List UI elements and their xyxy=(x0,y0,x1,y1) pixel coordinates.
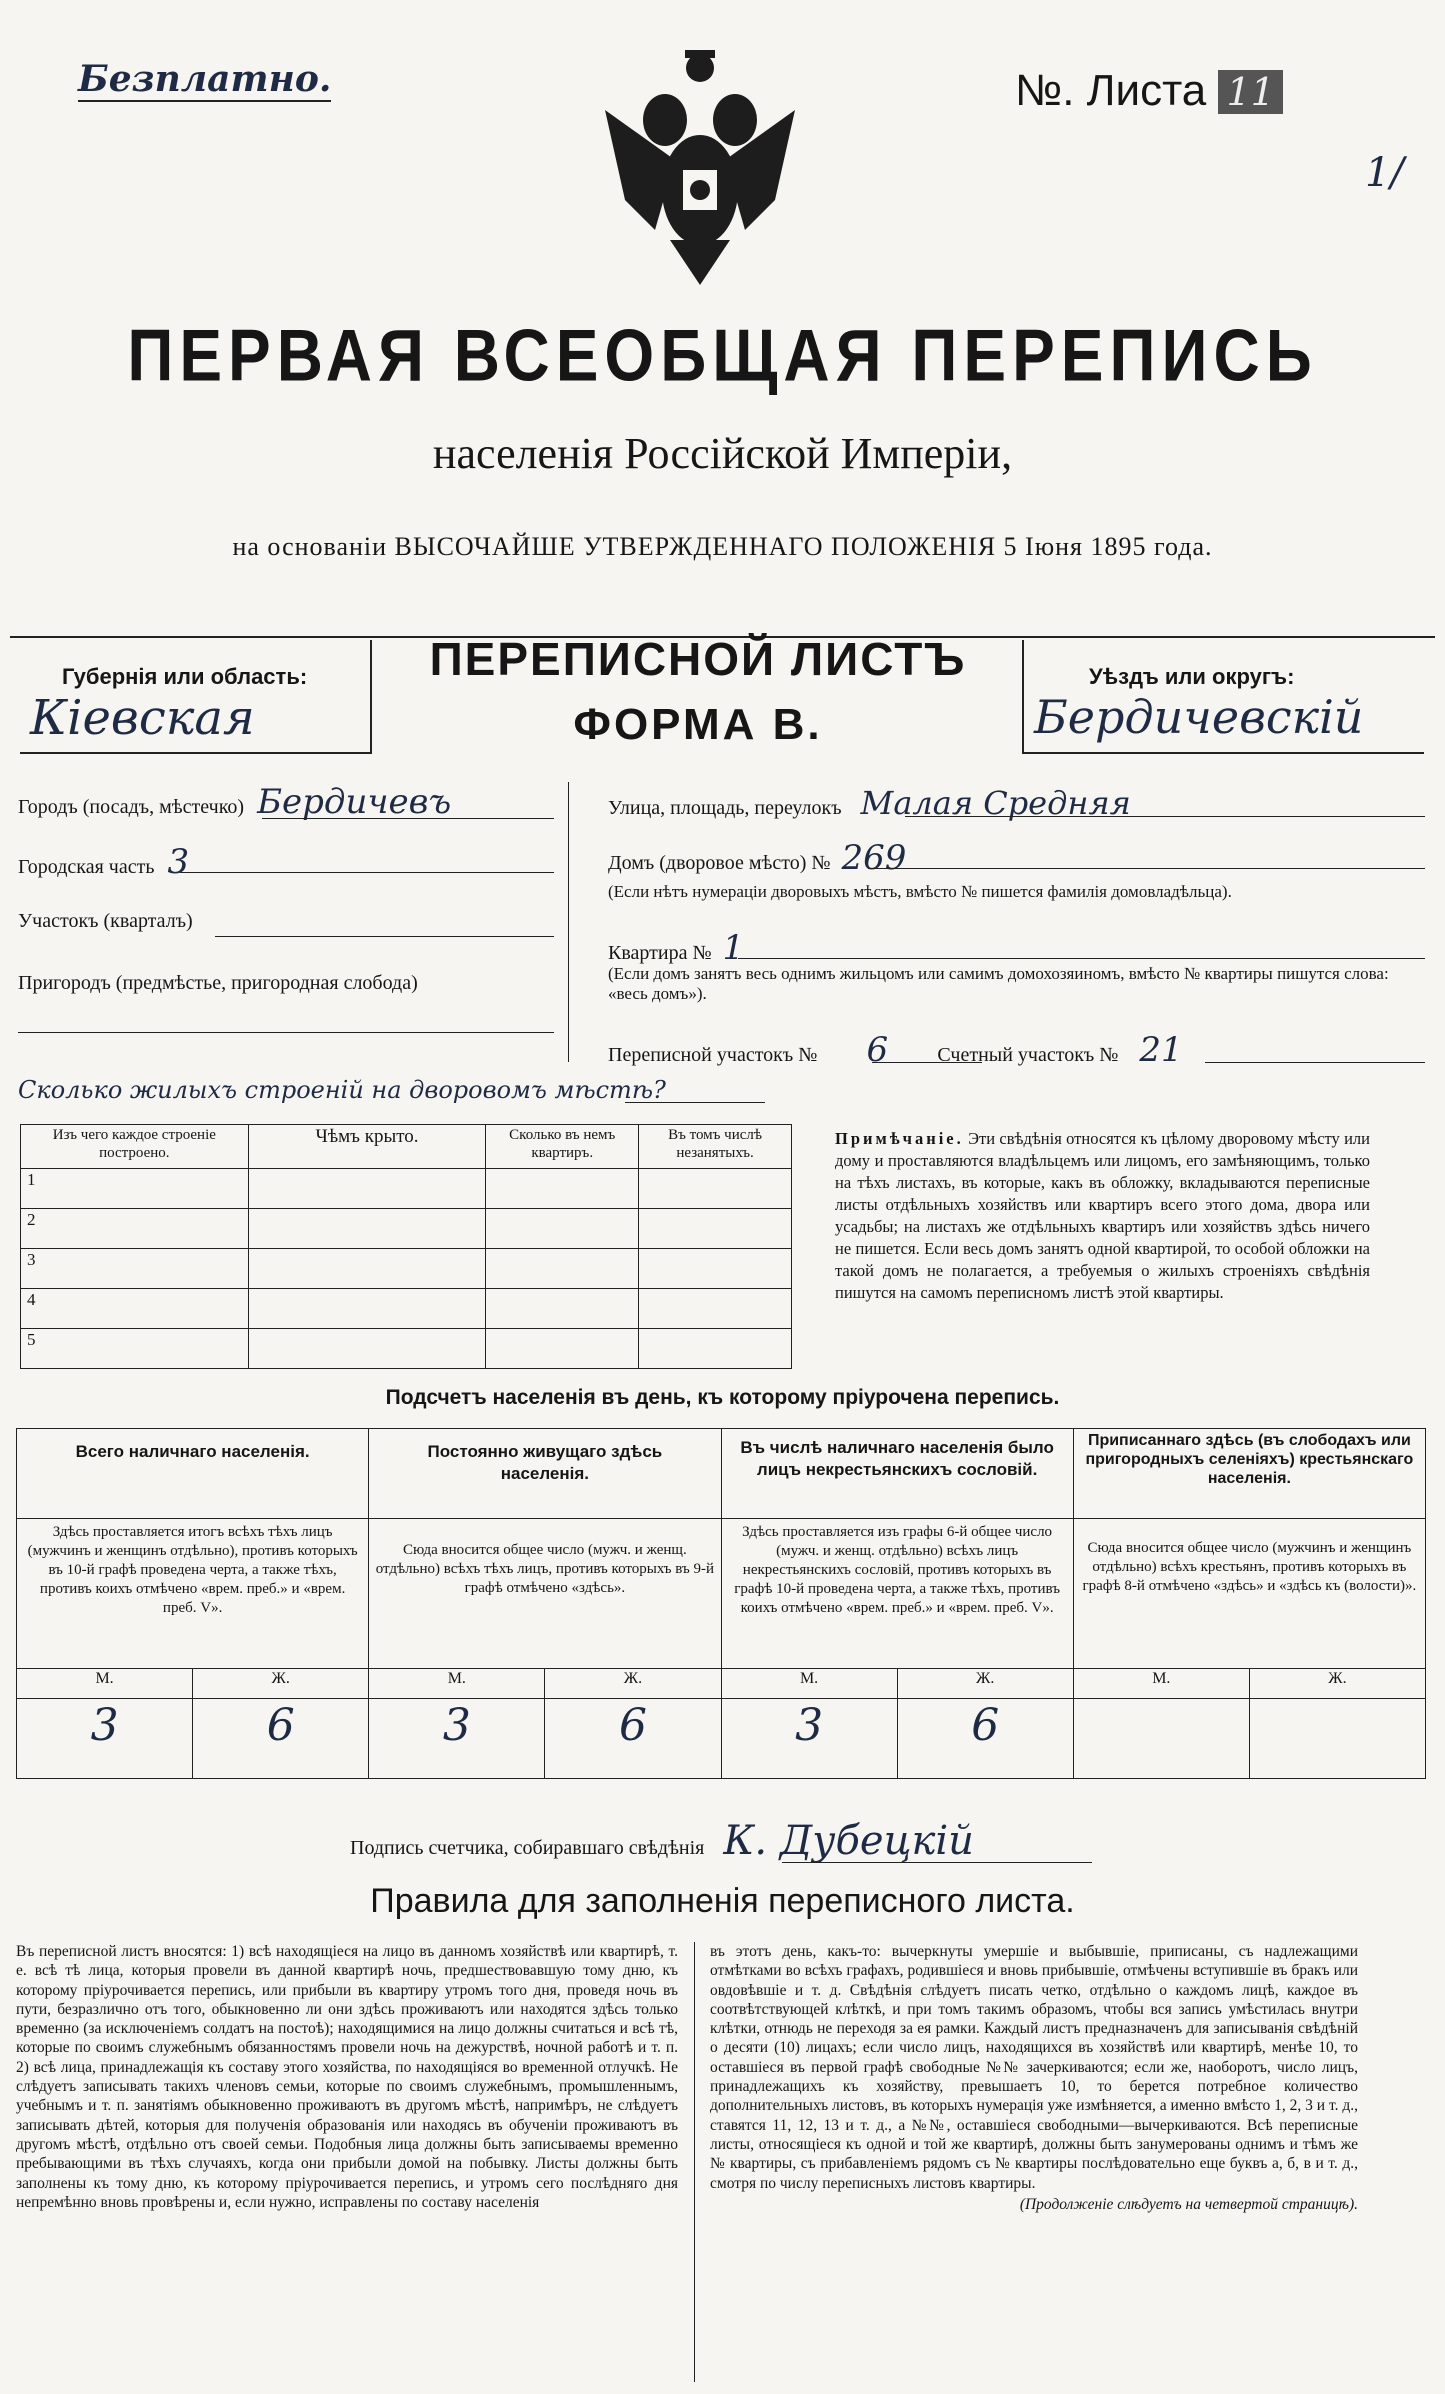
gorod-value[interactable]: Бердичевъ xyxy=(257,782,452,822)
address-divider xyxy=(568,782,569,1062)
rules-column-right xyxy=(710,1942,1358,2214)
count-title-row xyxy=(17,1429,1426,1519)
chast-value[interactable]: 3 xyxy=(167,842,190,882)
table-row: 1 xyxy=(21,1169,792,1209)
corner-mark: 1/ xyxy=(1365,150,1404,196)
buildings-header-vacant: Въ томъ числѣ незанятыхъ. xyxy=(639,1125,792,1169)
double-headed-eagle-emblem xyxy=(585,50,815,290)
uezd-box xyxy=(1022,640,1424,754)
census-subtitle: населенія Россійской Имперіи, xyxy=(432,429,1013,478)
count-peasant-zh[interactable] xyxy=(1249,1699,1425,1779)
buildings-question-line xyxy=(625,1102,765,1103)
uezd-value[interactable]: Бердичевскій xyxy=(1034,690,1364,744)
uchastok-line xyxy=(215,936,554,937)
count-sex-row: М. Ж. М. Ж. М. Ж. М. Ж. xyxy=(17,1669,1426,1699)
rules-divider xyxy=(694,1942,695,2382)
kvartira-row xyxy=(608,928,744,968)
count-col-nonpeasant-desc: Здѣсь проставляется изъ графы 6-й общее число (мужч. и женщ. отдѣльно) всѣхъ лицъ некрестьянскихъ сословій, противъ которыхъ въ графѣ 10-й проведена черта, а также тѣхъ, противъ коихъ отмѣчено «врем. преб.» и «врем. преб. V». xyxy=(721,1519,1073,1669)
count-nonpeasant-m[interactable]: 3 xyxy=(721,1699,897,1779)
kvartira-value[interactable]: 1 xyxy=(722,928,745,968)
buildings-question: Сколько жилыхъ строеній на дворовомъ мѣстѣ? xyxy=(18,1076,666,1104)
count-col-permanent-title: Постоянно живущаго здѣсь населенія. xyxy=(369,1429,721,1519)
sheet-number-label: №. Листа xyxy=(1015,66,1207,115)
schetny-line xyxy=(1205,1062,1425,1063)
uchastki-row xyxy=(608,1030,1428,1070)
sheet-number-value: 11 xyxy=(1218,70,1282,114)
ulitsa-label: Улица, площадь, переулокъ xyxy=(608,797,842,819)
buildings-header-roof: Чѣмъ крыто. xyxy=(248,1125,486,1169)
ulitsa-line xyxy=(905,816,1425,817)
count-col-peasant-title: Приписаннаго здѣсь (въ слободахъ или пригородныхъ селеніяхъ) крестьянскаго населенія. xyxy=(1073,1429,1425,1519)
sheet-number xyxy=(1015,66,1283,116)
rules-column-left: Въ переписной листъ вносятся: 1) всѣ находящіеся на лицо въ данномъ хозяйствѣ или квартирѣ, т. е. всѣ тѣ лица, которыя провели въ данной квартирѣ ночь, предшествовавшую тому дню, къ которому пріурочивается перепись, или прибыли въ квартиру утромъ того дня, проведя ночь въ пути, безразлично отъ того, обыкновенно ли они здѣсь проживаютъ или находятся здѣсь только временно (за исключеніемъ солдатъ на постоѣ); находящимися на лицо должны считаться и всѣ тѣ, которые по своимъ служебнымъ обязанностямъ провели ночь на дежурствѣ, ночной работѣ и т. п. 2) всѣ лица, принадлежащія къ составу этого хозяйства, по находящіяся во временной отлучкѣ. Не слѣдуетъ записывать такихъ членовъ семьи, которые по своимъ служебнымъ, промышленнымъ, учебнымъ и т. п. занятіямъ обыкновенно проживаютъ въ другомъ мѣстѣ, напримѣръ, не слѣдуетъ записывать дѣтей, которыя для полученія образованія или находясь въ обученіи проживаютъ въ другомъ мѣстѣ, отдѣльно отъ своей семьи. Подобныя лица должны быть записываемы временно пребывающими въ тѣхъ случаяхъ, когда они прибыли домой на побывку. Листы должны быть заполнены къ тому дню, къ которому пріурочивается перепись, и утромъ сего послѣдняго дня непремѣнно вновь провѣрены и, если нужно, исправлены по составу населенія xyxy=(16,1943,678,2211)
census-title: ПЕРВАЯ ВСЕОБЩАЯ ПЕРЕПИСЬ xyxy=(127,313,1318,397)
schetny-value[interactable]: 21 xyxy=(1139,1030,1183,1070)
count-permanent-zh[interactable]: 6 xyxy=(545,1699,721,1779)
count-table xyxy=(16,1428,1426,1779)
count-nonpeasant-zh[interactable]: 6 xyxy=(897,1699,1073,1779)
sheet-title: ПЕРЕПИСНОЙ ЛИСТЪ xyxy=(429,633,967,685)
table-row: 5 xyxy=(21,1329,792,1369)
perepisnoy-value[interactable]: 6 xyxy=(866,1030,889,1070)
prigorod-line xyxy=(18,1032,554,1033)
prigorod-label: Пригородъ (предмѣстье, пригородная слобода) xyxy=(18,972,418,994)
count-values-row xyxy=(17,1699,1426,1779)
dom-note: (Если нѣтъ нумераціи дворовыхъ мѣстъ, вмѣсто № пишется фамилія домовладѣльца). xyxy=(608,882,1232,901)
dom-value[interactable]: 269 xyxy=(841,838,907,878)
chast-line xyxy=(180,872,554,873)
kvartira-label: Квартира № xyxy=(608,942,712,964)
guberniya-box xyxy=(20,640,372,754)
signature-label: Подпись счетчика, собиравшаго свѣдѣнія xyxy=(350,1837,705,1859)
chast-label: Городская часть xyxy=(18,856,155,878)
perepisnoy-label: Переписной участокъ № xyxy=(608,1044,818,1066)
signature-value[interactable]: К. Дубецкій xyxy=(723,1818,974,1864)
count-permanent-m[interactable]: 3 xyxy=(369,1699,545,1779)
uchastok-label: Участокъ (кварталъ) xyxy=(18,910,193,932)
table-row: 4 xyxy=(21,1289,792,1329)
count-col-peasant-desc: Сюда вносится общее число (мужчинъ и женщинъ отдѣльно) всѣхъ крестьянъ, противъ которыхъ въ графѣ 8-й отмѣчено «здѣсь» и «здѣсь къ (волости)». xyxy=(1073,1519,1425,1669)
buildings-header-apartments: Сколько въ немъ квартиръ. xyxy=(486,1125,639,1169)
rules-title: Правила для заполненія переписного листа. xyxy=(370,1882,1075,1920)
count-col-total-desc: Здѣсь проставляется итогъ всѣхъ тѣхъ лицъ (мужчинъ и женщинъ отдѣльно), противъ которыхъ въ 10-й графѣ проведена черта, а также тѣхъ, противъ коихъ отмѣчено «врем. преб.» и «врем. преб. V». xyxy=(17,1519,369,1669)
table-row: 2 xyxy=(21,1209,792,1249)
count-col-total-title: Всего наличнаго населенія. xyxy=(17,1429,369,1519)
prigorod-row xyxy=(18,972,418,995)
ulitsa-value[interactable]: Малая Средняя xyxy=(860,784,1131,822)
schetny-label: Счетный участокъ № xyxy=(937,1044,1119,1066)
free-label: Безплатно. xyxy=(78,58,332,100)
count-peasant-m[interactable] xyxy=(1073,1699,1249,1779)
buildings-header-material: Изъ чего каждое строеніе построено. xyxy=(21,1125,249,1169)
count-col-permanent-desc: Сюда вносится общее число (мужч. и женщ. отдѣльно) всѣхъ тѣхъ лицъ, противъ которыхъ въ 9-й графѣ отмѣчено «здѣсь». xyxy=(369,1519,721,1669)
dom-row xyxy=(608,838,906,878)
guberniya-value[interactable]: Кіевская xyxy=(30,690,255,746)
buildings-header-row xyxy=(21,1125,792,1169)
gorod-line xyxy=(262,818,554,819)
count-total-zh[interactable]: 6 xyxy=(193,1699,369,1779)
signature-row xyxy=(350,1818,974,1864)
dom-label: Домъ (дворовое мѣсто) № xyxy=(608,852,831,874)
dom-line xyxy=(868,868,1425,869)
census-basis: на основаніи ВЫСОЧАЙШЕ УТВЕРЖДЕННАГО ПОЛОЖЕНІЯ 5 Іюня 1895 года. xyxy=(232,532,1213,561)
signature-line xyxy=(782,1862,1092,1863)
buildings-note xyxy=(835,1128,1370,1304)
rules-column-right-text: въ этотъ день, какъ-то: вычеркнуты умершіе и выбывшіе, приписаны, съ надлежащими отмѣтками во всѣхъ графахъ, родившіеся и вновь прибывшіе, отмѣчены вступившіе въ бракъ или овдовѣвшіе и т. д. Свѣдѣнія слѣдуетъ писать четко, отдѣльно о каждомъ лицѣ, каждое въ соотвѣтствующей клѣткѣ, и при томъ такимъ образомъ, чтобы вся запись умѣстилась внутри клѣтки, отнюдь не переходя за ея рамки. Каждый листъ предназначенъ для записыванія свѣдѣній о десяти (10) лицахъ; если число лицъ, находящихся въ хозяйствѣ или квартирѣ, менѣе 10, то оставшіеся въ первой графѣ свободные №№ зачеркиваются; если же, наоборотъ, число лицъ, принадлежащихъ къ хозяйству, превышаетъ 10, то берется потребное количество дополнительныхъ листовъ, въ которыхъ нумерація уже измѣняется, а именно вмѣсто 1, 2, 3 и т. д., ставятся 11, 12, 13 и т. д., а №№, оставшіеся свободными—вычеркиваются. Всѣ переписные листы, относящіеся къ одной и той же квартирѣ, должны быть занумерованы однимъ и тѣмъ же № квартиры, съ прибавленіемъ рядомъ съ № квартиры послѣдовательно еще буквъ а, б, в и т. д., смотря по числу переписныхъ листовъ квартиры. xyxy=(710,1943,1358,2192)
buildings-table xyxy=(20,1124,792,1369)
kvartira-line xyxy=(738,958,1425,959)
chast-row xyxy=(18,842,189,882)
perepisnoy-line xyxy=(872,1062,982,1063)
buildings-note-title: Примѣчаніе. xyxy=(835,1129,964,1148)
uchastok-row xyxy=(18,910,193,933)
count-total-m[interactable]: 3 xyxy=(17,1699,193,1779)
gorod-label: Городъ (посадъ, мѣстечко) xyxy=(18,796,245,818)
uezd-label: Уѣздъ или округъ: xyxy=(1089,664,1295,689)
count-desc-row xyxy=(17,1519,1426,1669)
rules-continued: (Продолженіе слѣдуетъ на четвертой страницѣ). xyxy=(1019,2195,1358,2213)
table-row: 3 xyxy=(21,1249,792,1289)
kvartira-note: (Если домъ занятъ весь однимъ жильцомъ или самимъ домохозяиномъ, вмѣсто № квартиры пишутся слова: «весь домъ»). xyxy=(608,964,1389,1003)
form-title: ФОРМА В. xyxy=(573,700,823,749)
count-heading: Подсчетъ населенія въ день, къ которому пріурочена перепись. xyxy=(385,1386,1060,1409)
count-col-nonpeasant-title: Въ числѣ наличнаго населенія было лицъ некрестьянскихъ сословій. xyxy=(721,1429,1073,1519)
gorod-row xyxy=(18,782,553,822)
buildings-note-text: Эти свѣдѣнія относятся къ цѣлому дворовому мѣсту или дому и проставляются владѣльцемъ или лицомъ, его замѣняющимъ, только на тѣхъ листахъ, въ которые, какъ въ обложку, вкладываются переписные листы отдѣльныхъ хозяйствъ или квартиръ всего этого дома, двора или усадьбы; на листахъ же отдѣльныхъ квартиръ или хозяйствъ здѣсь ничего не пишется. Если весь домъ занятъ одной квартирой, то особой обложки на такой домъ не полагается, а требуемыя о жилыхъ строеніяхъ свѣдѣнія пишутся на самомъ переписномъ листѣ этой квартиры. xyxy=(835,1129,1370,1302)
guberniya-label: Губернія или область: xyxy=(62,664,308,689)
